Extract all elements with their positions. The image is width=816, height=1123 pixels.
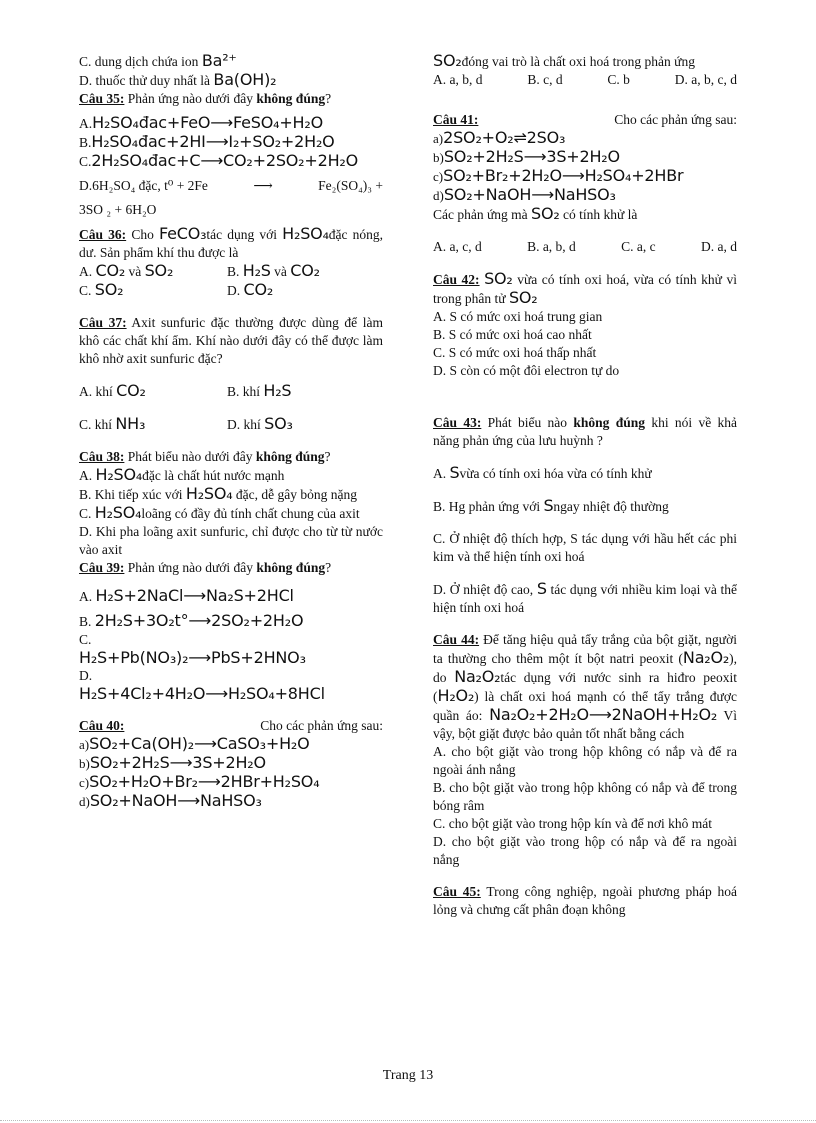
q40-stem: Câu 40: Cho các phản ứng sau: (79, 718, 383, 733)
q43-option-c: C. Ở nhiệt độ thích hợp, S tác dụng với hầu hết các phi kim và thể hiện tính oxi hoá (433, 531, 737, 564)
q44-option-c: C. cho bột giặt vào trong hộp kín và để nơi khô mát (433, 816, 712, 831)
q44-option-a: A. cho bột giặt vào trong hộp không có nắp và để ra ngoài ánh nắng (433, 744, 737, 777)
q43-stem: Câu 43: Phát biểu nào không đúng khi nói về khả năng phản ứng của lưu huỳnh ? (433, 415, 737, 448)
q41-stem: Câu 41: Cho các phản ứng sau: (433, 112, 737, 127)
q38-stem: Câu 38: Phát biểu nào dưới đây không đúng? (79, 449, 331, 464)
q37-stem: Câu 37: Axit sunfuric đặc thường được dùng để làm khô các chất khí ẩm. Khí nào dưới đây có thể được làm khô nhờ axit sunfuric đặc? (79, 315, 383, 366)
q41-reaction-c: c)SO₂+Br₂+2H₂O⟶H₂SO₄+2HBr (433, 166, 684, 185)
q40-reaction-c: c)SO₂+H₂O+Br₂⟶2HBr+H₂SO₄ (79, 772, 320, 791)
q40-reaction-b: b)SO₂+2H₂S⟶3S+2H₂O (79, 753, 266, 772)
q45-stem: Câu 45: Trong công nghiệp, ngoài phương pháp hoá lỏng và chưng cất phân đoạn không (433, 884, 737, 917)
q34-option-c: C. dung dịch chứa ion Ba²⁺ (79, 51, 237, 70)
q39-option-a: A. H₂S+2NaCl⟶Na₂S+2HCl (79, 586, 294, 605)
q40-reaction-a: a)SO₂+Ca(OH)₂⟶CaSO₃+H₂O (79, 734, 310, 753)
q42-option-d: D. S còn có một đôi electron tự do (433, 363, 620, 378)
q35-option-b: B.H₂SO₄đac+2HI⟶I₂+SO₂+2H₂O (79, 132, 335, 151)
q39-option-b: B. 2H₂S+3O₂t°⟶2SO₂+2H₂O (79, 611, 304, 630)
q34-option-d: D. thuốc thử duy nhất là Ba(OH)₂ (79, 70, 277, 89)
q35-option-a: A.H₂SO₄đac+FeO⟶FeSO₄+H₂O (79, 113, 323, 132)
q39-option-c: C. H₂S+Pb(NO₃)₂⟶PbS+2HNO₃ (79, 632, 306, 667)
q39-stem: Câu 39: Phản ứng nào dưới đây không đúng? (79, 560, 332, 575)
q41-options: A. a, c, d B. a, b, d C. a, c D. a, d (433, 239, 737, 254)
q44-option-b: B. cho bột giặt vào trong hộp không có nắp và để trong bóng râm (433, 780, 737, 813)
q38-option-a: A. H₂SO₄đặc là chất hút nước mạnh (79, 465, 285, 484)
q36-options-cd: C. SO₂ D. CO₂ (79, 280, 274, 299)
q37-options-cd: C. khí NH₃ D. khí SO₃ (79, 414, 293, 433)
left-column (79, 52, 383, 811)
q43-option-d: D. Ở nhiệt độ cao, S tác dụng với nhiều kim loại và thể hiện tính oxi hoá (433, 579, 737, 615)
q41-reaction-a: a)2SO₂+O₂⇌2SO₃ (433, 128, 566, 147)
right-column (433, 52, 737, 919)
q35-stem: Câu 35: Phản ứng nào dưới đây không đúng? (79, 91, 332, 106)
q38-option-c: C. H₂SO₄loãng có đầy đủ tính chất chung của axit (79, 503, 360, 522)
q42-option-a: A. S có mức oxi hoá trung gian (433, 309, 603, 324)
q40-reaction-d: d)SO₂+NaOH⟶NaHSO₃ (79, 791, 262, 810)
q36-options-ab: A. CO₂ và SO₂ B. H₂S và CO₂ (79, 261, 320, 280)
q38-option-d: D. Khi pha loãng axit sunfuric, chỉ được cho từ từ nước vào axit (79, 524, 383, 557)
q37-options-ab: A. khí CO₂ B. khí H₂S (79, 381, 292, 400)
page-number: Trang 13 (382, 1068, 434, 1083)
q43-option-a: A. Svừa có tính oxi hóa vừa có tính khử (433, 463, 652, 482)
q42-option-c: C. S có mức oxi hoá thấp nhất (433, 345, 597, 360)
q36-stem: Câu 36: Cho FeCO₃tác dụng với H₂SO₄đặc nóng, dư. Sản phẩm khí thu được là (79, 224, 384, 260)
q41-question: Các phản ứng mà SO₂ có tính khử là (433, 204, 638, 223)
q40-question: SO₂đóng vai trò là chất oxi hoá trong phản ứng (433, 51, 695, 70)
q35-option-d: D.6H₂SO₄ đặc, t⁰ + 2Fe ⟶ Fe₂(SO₄)₃ + (79, 178, 383, 193)
q40-options: A. a, b, d B. c, d C. b D. a, b, c, d (433, 72, 737, 87)
q43-option-b: B. Hg phản ứng với Sngay nhiệt độ thường (433, 496, 669, 515)
q42-option-b: B. S có mức oxi hoá cao nhất (433, 327, 592, 342)
q41-reaction-d: d)SO₂+NaOH⟶NaHSO₃ (433, 185, 616, 204)
page-bottom-divider (0, 1120, 816, 1121)
q44-option-d: D. cho bột giặt vào trong hộp có nắp và để ra ngoài nắng (433, 834, 737, 867)
q38-option-b: B. Khi tiếp xúc với H₂SO₄ đặc, dễ gây bỏng nặng (79, 484, 357, 503)
q35-option-c: C.2H₂SO₄đac+C⟶CO₂+2SO₂+2H₂O (79, 151, 359, 170)
q39-option-d: D. H₂S+4Cl₂+4H₂O⟶H₂SO₄+8HCl (79, 668, 325, 703)
q35-option-d-cont: 3SO ₂ + 6H₂O (79, 202, 157, 217)
q42-stem: Câu 42: SO₂ vừa có tính oxi hoá, vừa có tính khử vì trong phân tử SO₂ (433, 269, 737, 307)
q41-reaction-b: b)SO₂+2H₂S⟶3S+2H₂O (433, 147, 620, 166)
q44-stem: Câu 44: Để tăng hiệu quả tẩy trắng của bột giặt, người ta thường cho thêm một ít bột natri peoxit (Na₂O₂), do Na₂O₂tác dụng với nước sinh ra hiđro peoxit (H₂O₂) là chất oxi hoá mạnh có thể tẩy trắng được quần áo: Na₂O₂+2H₂O⟶2NaOH+H₂O₂ Vì vậy, bột giặt được bảo quản tốt nhất bằng cách (433, 632, 738, 741)
